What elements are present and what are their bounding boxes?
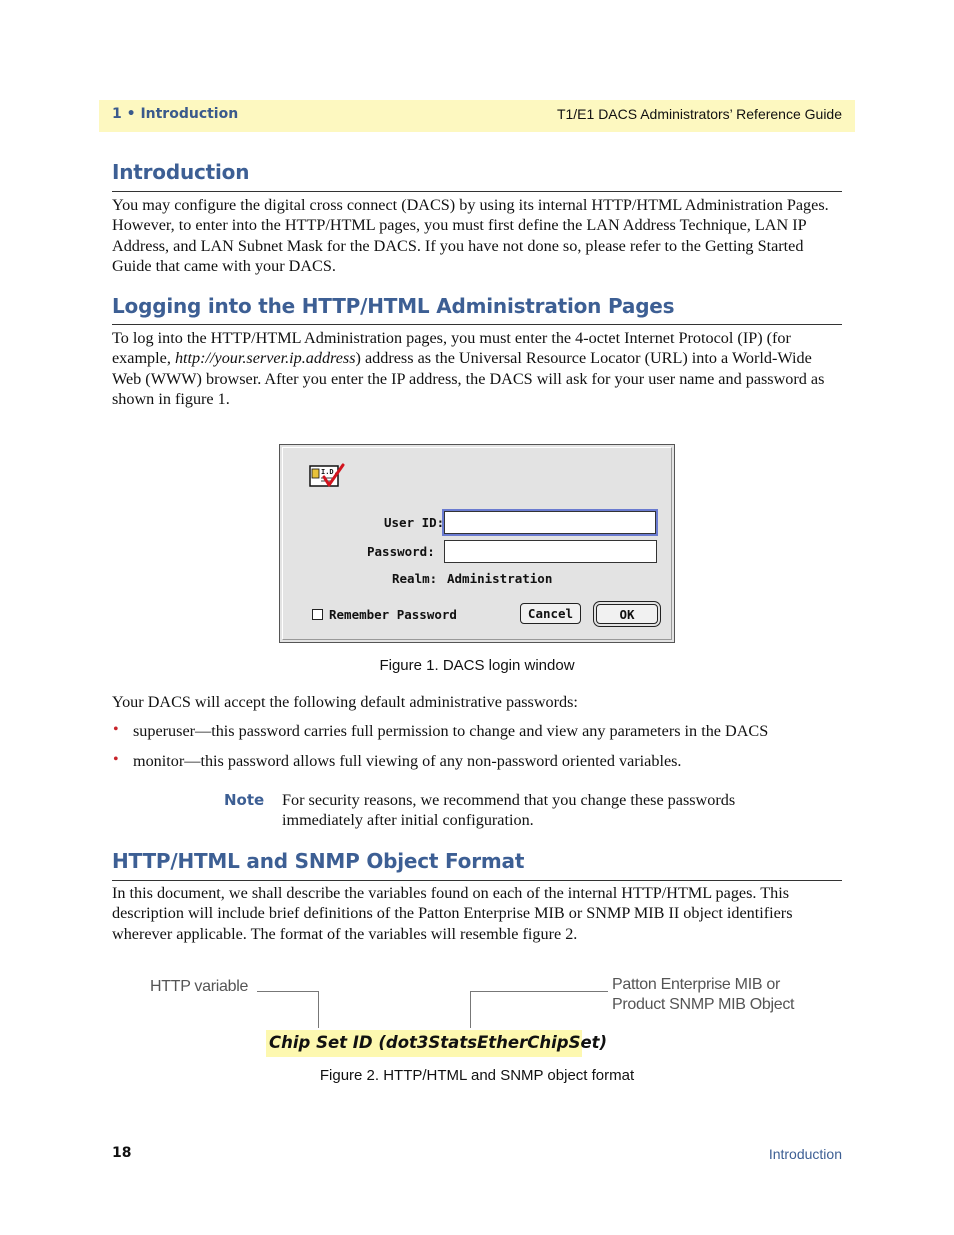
format-paragraph: In this document, we shall describe the variables found on each of the internal HTTP/HTML pages. This description will include brief definitions of the Patton Enterprise MIB or SNMP MIB II object identifiers wherever applicable. The format of the variables will resemble figure 2. (112, 884, 793, 943)
footer-section: Introduction (768, 1146, 842, 1162)
login-paragraph (112, 328, 842, 409)
figure2-right-label-line2: Product SNMP MIB Object (612, 996, 795, 1013)
header-doc-title: T1/E1 DACS Administrators’ Reference Guide (556, 106, 842, 122)
remember-password-label: Remember Password (329, 607, 457, 622)
ok-button[interactable]: OK (596, 604, 658, 624)
remember-password-checkbox[interactable] (312, 609, 323, 620)
section-rule (112, 324, 842, 325)
example-url: http://your.server.ip.address (174, 349, 356, 368)
svg-text:I.D.: I.D. (321, 468, 338, 476)
figure2-left-label: HTTP variable (150, 978, 249, 995)
connector-line (470, 991, 471, 1028)
note-label: Note (224, 791, 265, 809)
section-title-object-format: HTTP/HTML and SNMP Object Format (112, 849, 525, 873)
connector-line (470, 991, 608, 992)
section-title-logging: Logging into the HTTP/HTML Administration Pages (112, 294, 675, 318)
example-variable: Chip Set ID (dot3StatsEtherChipSet) (269, 1033, 608, 1052)
figure1-caption: Figure 1. DACS login window (379, 657, 575, 674)
realm-label: Realm: (392, 571, 438, 586)
header-chapter: 1 • Introduction (112, 106, 239, 122)
user-id-label: User ID: (384, 515, 445, 530)
section-rule (112, 191, 842, 192)
connector-line (257, 991, 319, 992)
login-dialog (279, 444, 675, 643)
figure2-caption: Figure 2. HTTP/HTML and SNMP object format (319, 1067, 635, 1084)
password-input[interactable] (444, 540, 657, 563)
bullet-marker: • (113, 721, 119, 738)
user-id-input[interactable] (444, 511, 656, 534)
passwords-intro: Your DACS will accept the following default administrative passwords: (112, 693, 578, 711)
bullet-item-monitor: monitor—this password allows full viewing of any non-password oriented variables. (133, 752, 682, 770)
realm-value: Administration (447, 571, 553, 586)
login-text-post: ) address as the Universal Resource Locator (URL) into a World-Wide Web (WWW) browser. After you enter the IP address, the DACS will ask for your user name and password as shown in figure 1. (112, 349, 825, 408)
id-card-check-icon (309, 463, 345, 489)
login-text-pre: To log into the HTTP/HTML Administration pages, you must enter the 4-octet Internet Protocol (IP) (for example, (112, 329, 791, 368)
note-text: For security reasons, we recommend that you change these passwords immediately after initial configuration. (282, 791, 736, 830)
password-label: Password: (367, 544, 435, 559)
bullet-item-superuser: superuser—this password carries full permission to change and view any parameters in the DACS (133, 722, 769, 740)
cancel-button[interactable]: Cancel (520, 603, 581, 624)
figure2-right-label-line1: Patton Enterprise MIB or (612, 976, 780, 993)
section-rule (112, 880, 842, 881)
page-number: 18 (112, 1145, 132, 1161)
section-title-introduction: Introduction (112, 160, 250, 184)
bullet-marker: • (113, 751, 119, 768)
connector-line (318, 991, 319, 1028)
intro-paragraph: You may configure the digital cross connect (DACS) by using its internal HTTP/HTML Administration Pages. However, to enter into the HTTP/HTML pages, you must first define the LAN Address Technique, LAN IP Address, and LAN Subnet Mask for the DACS. If you have not done so, please refer to the Getting Started Guide that came with your DACS. (112, 196, 829, 275)
